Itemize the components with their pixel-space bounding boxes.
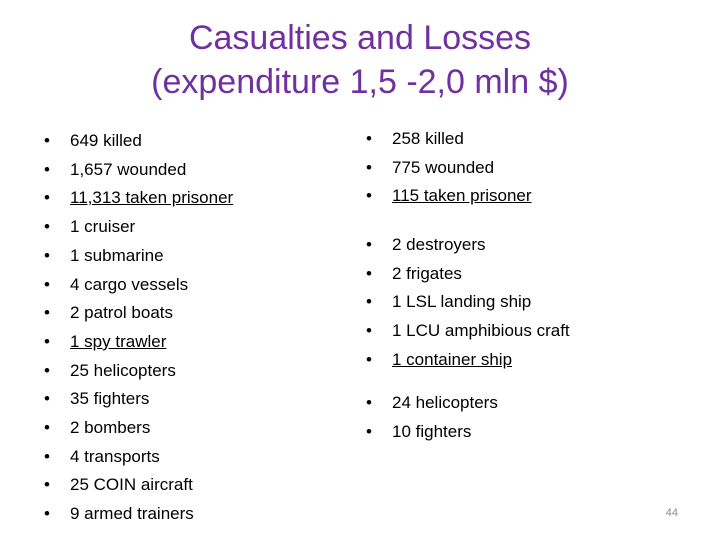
british-ship-losses-list: [366, 231, 570, 375]
list-item: • 258 killed: [366, 125, 532, 154]
list-item: • 1,657 wounded: [44, 156, 233, 185]
list-item: • 649 killed: [44, 127, 233, 156]
british-casualties-list: [366, 125, 532, 211]
list-item: • 115 taken prisoner: [366, 182, 532, 211]
british-aircraft-losses-list: [366, 389, 498, 446]
list-item: • 9 armed trainers: [44, 500, 233, 529]
list-item: • 1 spy trawler: [44, 328, 233, 357]
list-item: • 1 LSL landing ship: [366, 288, 570, 317]
title-line-1: Casualties and Losses: [188, 19, 532, 57]
list-item: • 4 cargo vessels: [44, 271, 233, 300]
argentine-losses-list: [44, 127, 233, 529]
list-item: • 10 fighters: [366, 418, 498, 447]
list-item: • 2 frigates: [366, 260, 570, 289]
list-item: • 11,313 taken prisoner: [44, 184, 233, 213]
list-item: • 1 cruiser: [44, 213, 233, 242]
list-item: • 2 bombers: [44, 414, 233, 443]
slide-title: [60, 16, 660, 104]
title-line-2: (expenditure 1,5 -2,0 mln $): [151, 63, 569, 101]
list-item: • 25 COIN aircraft: [44, 471, 233, 500]
list-item: • 2 destroyers: [366, 231, 570, 260]
list-item: • 1 LCU amphibious craft: [366, 317, 570, 346]
list-item: • 4 transports: [44, 443, 233, 472]
list-item: • 2 patrol boats: [44, 299, 233, 328]
list-item: • 24 helicopters: [366, 389, 498, 418]
list-item: • 35 fighters: [44, 385, 233, 414]
list-item: • 25 helicopters: [44, 357, 233, 386]
list-item: • 1 container ship: [366, 346, 570, 375]
list-item: • 775 wounded: [366, 154, 532, 183]
page-number: 44: [665, 507, 678, 519]
list-item: • 1 submarine: [44, 242, 233, 271]
